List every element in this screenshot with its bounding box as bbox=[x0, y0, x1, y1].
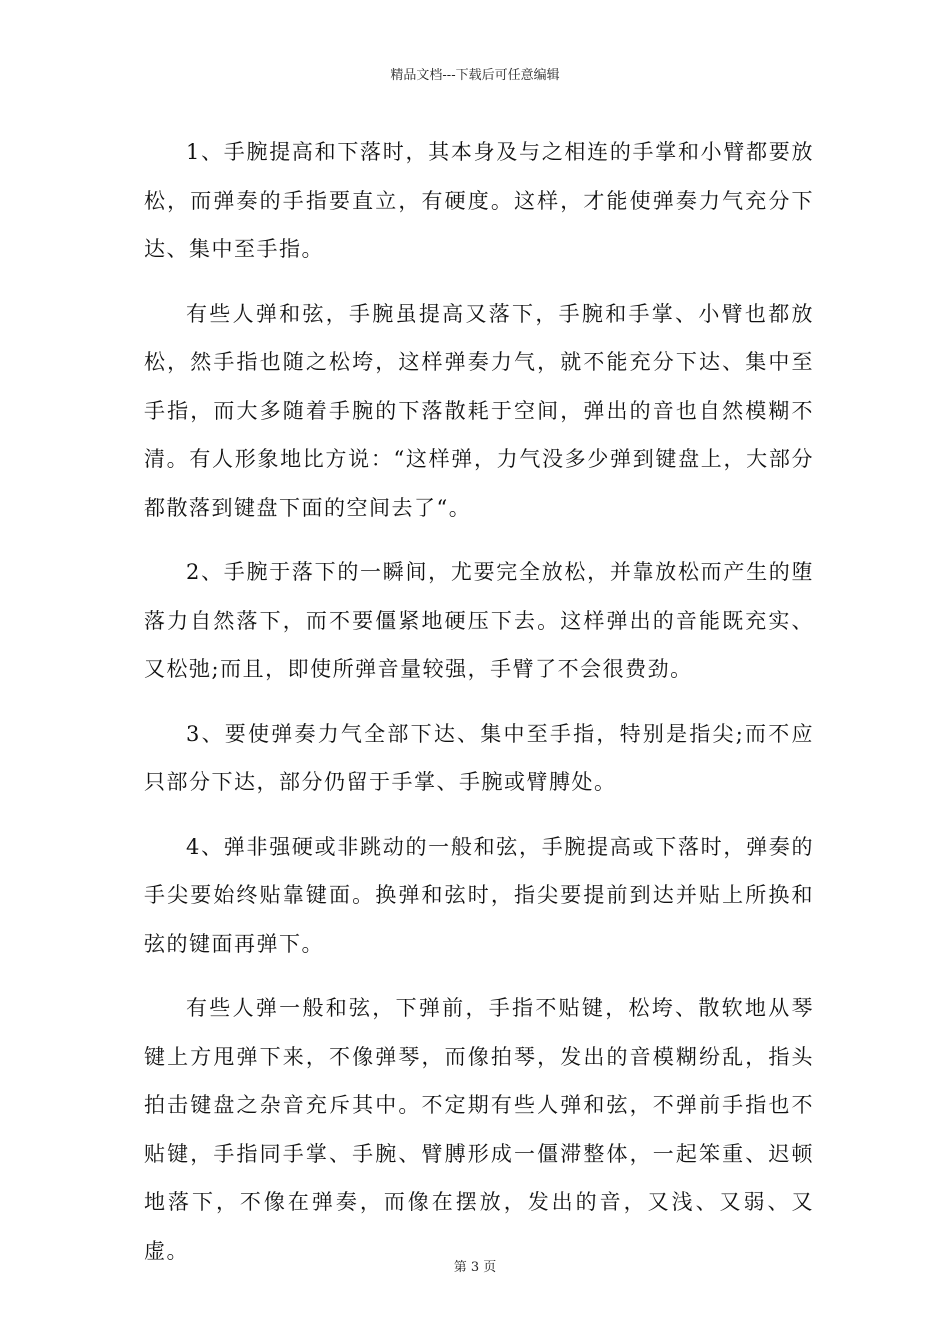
paragraph-5: 4、弹非强硬或非跳动的一般和弦，手腕提高或下落时，弹奏的手尖要始终贴靠键面。换弹和弦时，指尖要提前到达并贴上所换和弦的键面再弹下。 bbox=[144, 834, 814, 956]
page-header: 精品文档---下载后可任意编辑 bbox=[390, 68, 560, 83]
paragraph-3: 2、手腕于落下的一瞬间，尤要完全放松，并靠放松而产生的堕落力自然落下，而不要僵紧地硬压下去。这样弹出的音能既充实、又松弛;而且，即使所弹音量较强，手臂了不会很费劲。 bbox=[144, 560, 814, 681]
page-number: 第 3 页 bbox=[453, 1260, 497, 1275]
document-body bbox=[144, 128, 814, 1291]
paragraph-2: 有些人弹和弦，手腕虽提高又落下，手腕和手掌、小臂也都放松，然手指也随之松垮，这样弹奏力气，就不能充分下达、集中至手指，而大多随着手腕的下落散耗于空间，弹出的音也自然模糊不清。有人形象地比方说：“这样弹，力气没多少弹到键盘上，大部分都散落到键盘下面的空间去了“。 bbox=[144, 301, 814, 520]
paragraph-4: 3、要使弹奏力气全部下达、集中至手指，特别是指尖;而不应只部分下达，部分仍留于手掌、手腕或臂膊处。 bbox=[144, 721, 814, 794]
paragraph-6: 有些人弹一般和弦，下弹前，手指不贴键，松垮、散软地从琴键上方甩弹下来，不像弹琴，而像拍琴，发出的音模糊纷乱，指头拍击键盘之杂音充斥其中。不定期有些人弹和弦，不弹前手指也不贴键，手指同手掌、手腕、臂膊形成一僵滞整体，一起笨重、迟顿地落下，不像在弹奏，而像在摆放，发出的音，又浅、又弱、又虚。 bbox=[144, 996, 814, 1263]
paragraph-1: 1、手腕提高和下落时，其本身及与之相连的手掌和小臂都要放松，而弹奏的手指要直立，有硬度。这样，才能使弹奏力气充分下达、集中至手指。 bbox=[144, 140, 814, 261]
